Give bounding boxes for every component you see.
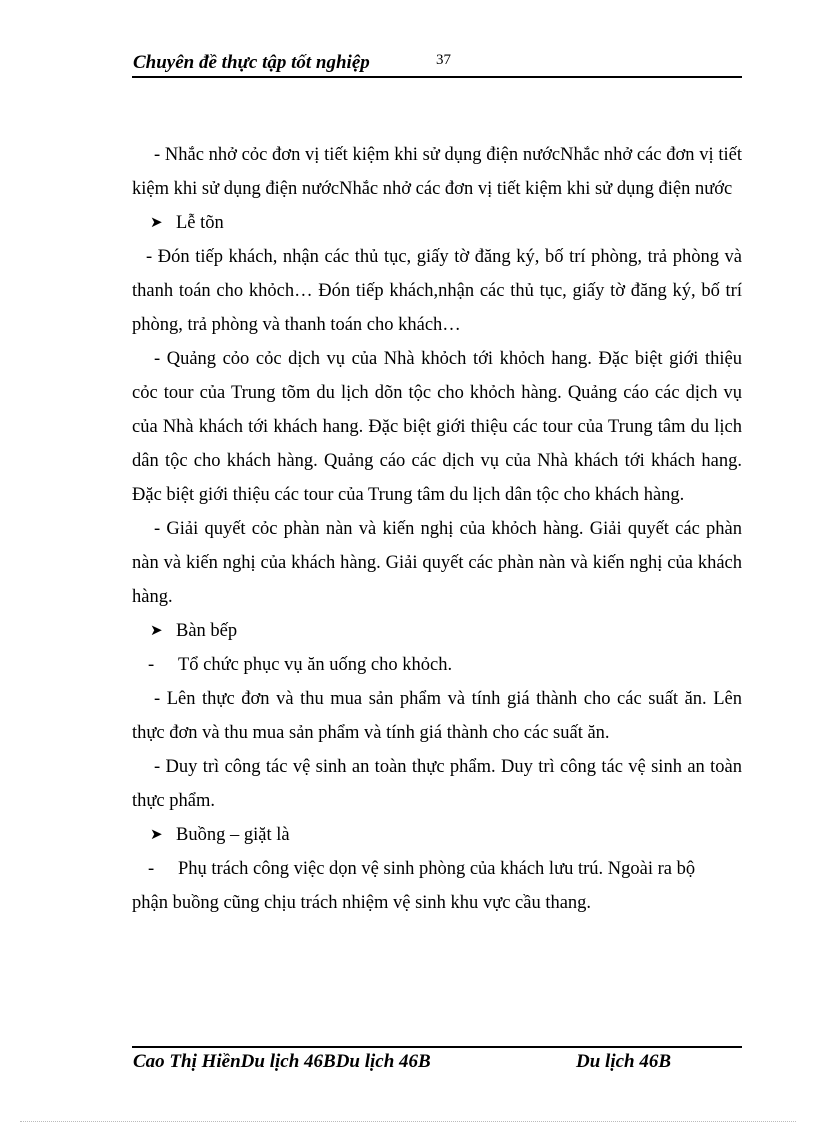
arrow-head-icon: ➤ [150,215,163,231]
header-rule [132,76,742,78]
paragraph-menu: - Lên thực đơn và thu mua sản phẩm và tính giá thành cho các suất ăn. Lên thực đơn và thu mua sản phẩm và tính giá thành cho các suất ăn. [132,689,742,743]
list-item-cleaning [132,852,742,886]
paragraph-advertising: - Quảng cỏo cỏc dịch vụ của Nhà khỏch tới khỏch hang. Đặc biệt giới thiệu cỏc tour của Trung tõm du lịch dõn tộc cho khỏch hàng. Quảng cáo các dịch vụ của Nhà khách tới khách hang. Đặc biệt giới thiệu các tour của Trung tâm du lịch dân tộc cho khách hàng. Quảng cáo các dịch vụ của Nhà khách tới khách hang. Đặc biệt giới thiệu các tour của Trung tâm du lịch dân tộc cho khách hàng. [132,349,742,505]
dash-mark: - [148,859,155,879]
page-number: 37 [436,52,451,68]
header-title: Chuyên đề thực tập tốt nghiệp [133,52,370,73]
section-heading-reception [132,206,742,240]
dash-mark: - [148,655,155,675]
list-item-continuation: phận buồng cũng chịu trách nhiệm vệ sinh khu vực cầu thang. [132,893,592,913]
paragraph-complaints: - Giải quyết cỏc phàn nàn và kiến nghị của khỏch hàng. Giải quyết các phàn nàn và kiến nghị của khách hàng. Giải quyết các phàn nàn và kiến nghị của khách hàng. [132,519,742,607]
section-heading-label: Buồng – giặt là [176,825,290,845]
footer-rule [132,1046,742,1048]
footer-author: Cao Thị HiềnDu lịch 46BDu lịch 46B [133,1051,431,1072]
section-heading-kitchen [132,614,742,648]
list-item-text: Tổ chức phục vụ ăn uống cho khỏch. [178,655,453,675]
paragraph-food-safety: - Duy trì công tác vệ sinh an toàn thực phẩm. Duy trì công tác vệ sinh an toàn thực phẩm. [132,757,742,811]
section-heading-label: Lễ tõn [176,213,224,233]
section-heading-label: Bàn bếp [176,621,238,641]
page-bottom-border [20,1121,796,1122]
footer-class: Du lịch 46B [576,1051,672,1072]
list-item-catering [132,648,742,682]
paragraph-energy-saving: - Nhắc nhở cỏc đơn vị tiết kiệm khi sử dụng điện nướcNhắc nhở các đơn vị tiết kiệm khi sử dụng điện nướcNhắc nhở các đơn vị tiết kiệm khi sử dụng điện nước [132,145,742,199]
arrow-head-icon: ➤ [150,623,163,639]
arrow-head-icon: ➤ [150,827,163,843]
section-heading-housekeeping [132,818,742,852]
paragraph-reception: - Đón tiếp khách, nhận các thủ tục, giấy tờ đăng ký, bố trí phòng, trả phòng và thanh toán cho khỏch… Đón tiếp khách,nhận các thủ tục, giấy tờ đăng ký, bố trí phòng, trả phòng và thanh toán cho khách… [132,247,742,335]
document-body [132,138,742,920]
list-item-text: Phụ trách công việc dọn vệ sinh phòng của khách lưu trú. Ngoài ra bộ [178,859,696,879]
